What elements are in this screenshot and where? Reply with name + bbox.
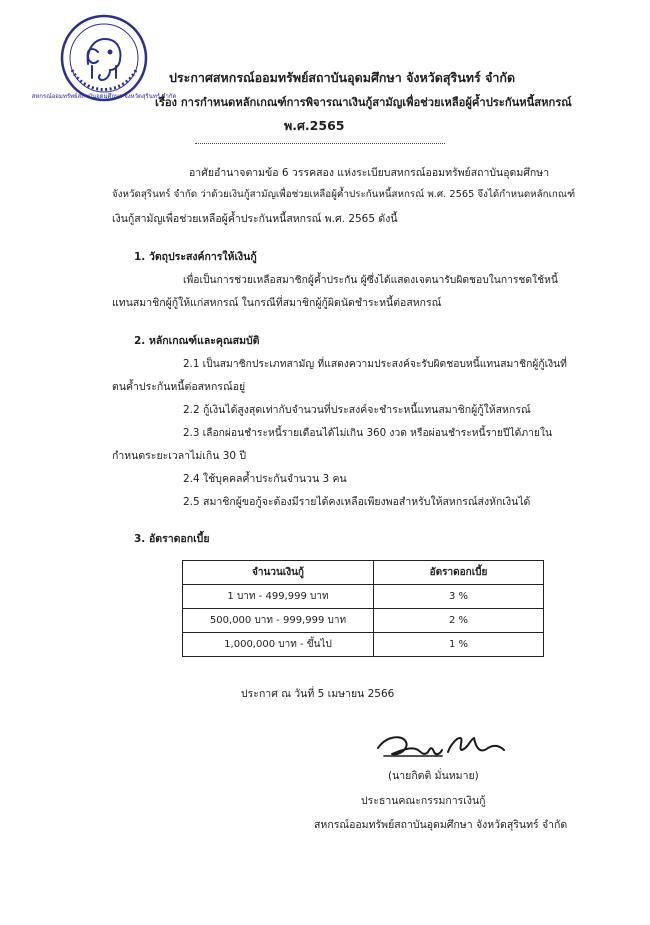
loan-amount-cell: 1 บาท - 499,999 บาท (183, 585, 374, 609)
section-2-item-3b: กำหนดระยะเวลาไม่เกิน 30 ปี (112, 450, 247, 462)
section-2-item-2: 2.2 กู้เงินได้สูงสุดเท่ากับจำนวนที่ประสงค์จะชำระหนี้แทนสมาชิกผู้กู้ให้สหกรณ์ (183, 404, 531, 416)
section-1-heading: 1. วัตถุประสงค์การให้เงินกู้ (134, 251, 257, 263)
table-row (183, 633, 544, 657)
dotted-divider (195, 143, 445, 144)
table-row (183, 609, 544, 633)
interest-rate-cell: 2 % (374, 609, 544, 633)
signatory-organization: สหกรณ์ออมทรัพย์สถาบันอุดมศึกษา จังหวัดสุรินทร์ จำกัด (314, 819, 568, 831)
handwritten-signature (372, 726, 512, 770)
header-title: ประกาศสหกรณ์ออมทรัพย์สถาบันอุดมศึกษา จังหวัดสุรินทร์ จำกัด (169, 70, 516, 85)
interest-rate-cell: 1 % (374, 633, 544, 657)
interest-rate-table (182, 560, 544, 657)
loan-amount-cell: 1,000,000 บาท - ขึ้นไป (183, 633, 374, 657)
intro-line-3: เงินกู้สามัญเพื่อช่วยเหลือผู้ค้ำประกันหนี้สหกรณ์ พ.ศ. 2565 ดังนี้ (112, 213, 398, 225)
intro-line-1: อาศัยอำนาจตามข้อ 6 วรรคสอง แห่งระเบียบสหกรณ์ออมทรัพย์สถาบันอุดมศึกษา (189, 167, 550, 179)
table-header-row (183, 561, 544, 585)
header-year: พ.ศ.2565 (284, 118, 345, 133)
table-row (183, 585, 544, 609)
section-1-line-2: แทนสมาชิกผู้กู้ให้แก่สหกรณ์ ในกรณีที่สมาชิกผู้กู้ผิดนัดชำระหนี้ต่อสหกรณ์ (112, 297, 442, 309)
loan-amount-cell: 500,000 บาท - 999,999 บาท (183, 609, 374, 633)
announcement-date: ประกาศ ณ วันที่ 5 เมษายน 2566 (241, 688, 395, 700)
column-header-amount: จำนวนเงินกู้ (183, 561, 374, 585)
cooperative-logo-seal (31, 12, 177, 104)
section-2-heading: 2. หลักเกณฑ์และคุณสมบัติ (134, 335, 260, 347)
logo-ring-text: สหกรณ์ออมทรัพย์สถาบันอุดมศึกษา จังหวัดสุรินทร์ จำกัด (31, 93, 177, 100)
signatory-position: ประธานคณะกรรมการเงินกู้ (361, 795, 486, 807)
header-subject: เรื่อง การกำหนดหลักเกณฑ์การพิจารณาเงินกู้สามัญเพื่อช่วยเหลือผู้ค้ำประกันหนี้สหกรณ์ (155, 96, 572, 109)
column-header-rate: อัตราดอกเบี้ย (374, 561, 544, 585)
interest-rate-cell: 3 % (374, 585, 544, 609)
section-2-item-5: 2.5 สมาชิกผู้ขอกู้จะต้องมีรายได้คงเหลือเพียงพอสำหรับให้สหกรณ์ส่งหักเงินได้ (183, 496, 531, 508)
section-2-item-4: 2.4 ใช้บุคคลค้ำประกันจำนวน 3 คน (183, 473, 347, 485)
section-2-item-1b: ตนค้ำประกันหนี้ต่อสหกรณ์อยู่ (112, 381, 246, 393)
section-2-item-1a: 2.1 เป็นสมาชิกประเภทสามัญ ที่แสดงความประสงค์จะรับผิดชอบหนี้แทนสมาชิกผู้กู้เงินที่ (183, 358, 567, 370)
section-2-item-3a: 2.3 เลือกผ่อนชำระหนี้รายเดือนได้ไม่เกิน 360 งวด หรือผ่อนชำระหนี้รายปีได้ภายใน (183, 427, 553, 439)
intro-line-2: จังหวัดสุรินทร์ จำกัด ว่าด้วยเงินกู้สามัญเพื่อช่วยเหลือผู้ค้ำประกันหนี้สหกรณ์ พ.ศ. 2565 จึงได้กำหนดหลักเกณฑ์ (112, 189, 576, 200)
section-1-line-1: เพื่อเป็นการช่วยเหลือสมาชิกผู้ค้ำประกัน ผู้ซึ่งได้แสดงเจตนารับผิดชอบในการชดใช้หนี้ (183, 274, 558, 286)
elephant-icon (88, 39, 121, 80)
signatory-name: (นายกิตติ มั่นหมาย) (388, 770, 479, 782)
section-3-heading: 3. อัตราดอกเบี้ย (134, 533, 210, 545)
